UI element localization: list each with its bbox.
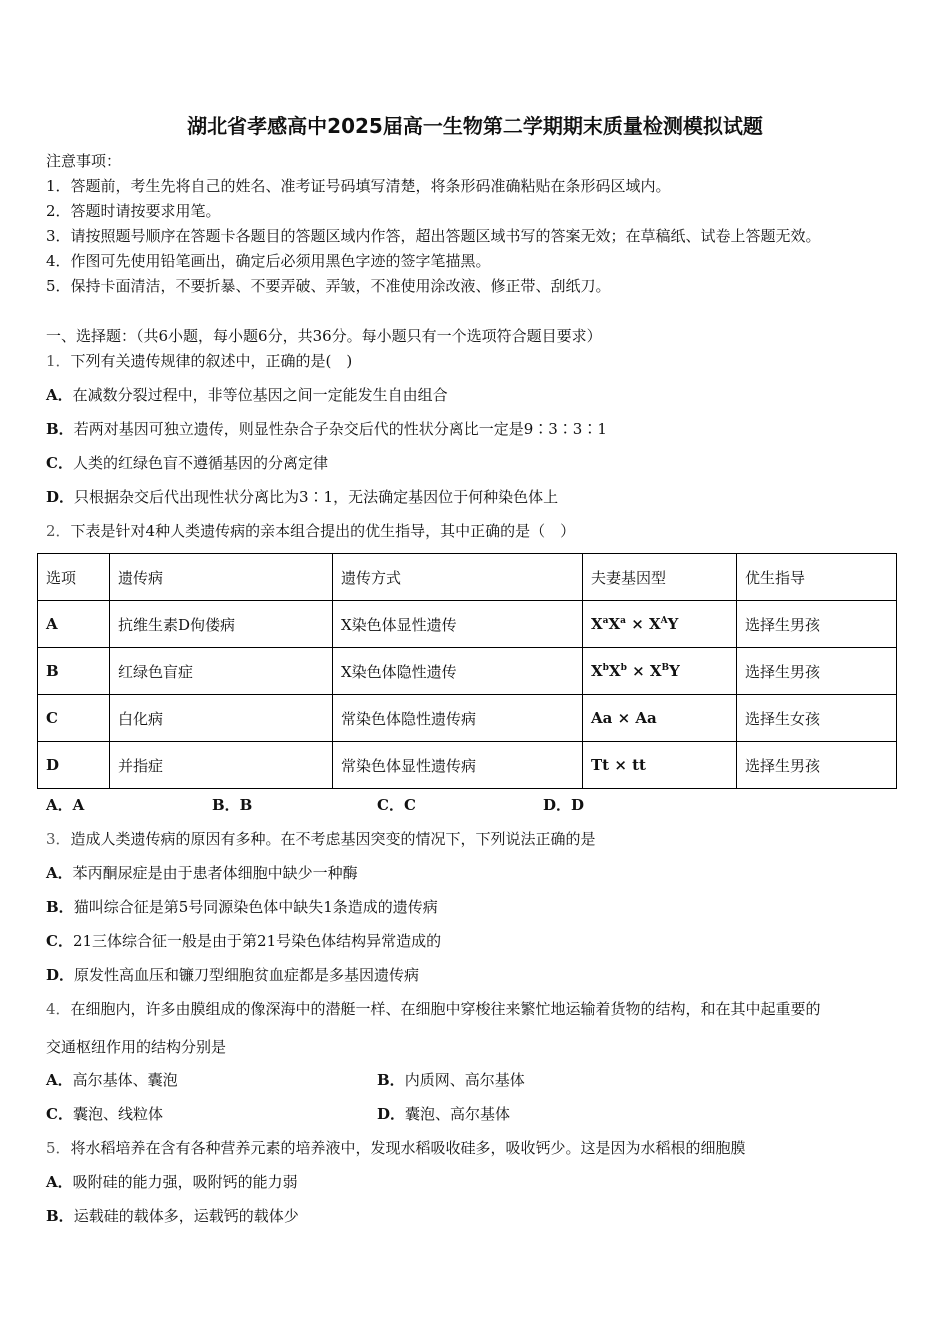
option-b — [46, 419, 607, 439]
question-stem: 造成人类遗传病的原因有多种。在不考虑基因突变的情况下，下列说法正确的是 — [70, 830, 596, 848]
option-label: B． — [377, 1071, 405, 1089]
table-cell-guide: 选择生男孩 — [737, 601, 897, 648]
answer-option-d: D．D — [543, 796, 585, 814]
option-text: 在减数分裂过程中，非等位基因之间一定能发生自由组合 — [72, 386, 448, 404]
table-cell-mode: X染色体显性遗传 — [333, 601, 583, 648]
option-label: B． — [46, 898, 74, 916]
option-label: A． — [46, 1173, 73, 1191]
option-label: B． — [46, 420, 74, 438]
option-text: 原发性高血压和镰刀型细胞贫血症都是多基因遗传病 — [74, 966, 420, 984]
table-row — [38, 742, 897, 789]
table-cell-disease: 白化病 — [110, 695, 333, 742]
question-number: 1． — [46, 352, 71, 370]
question-stem-continued: 交通枢纽作用的结构分别是 — [46, 1038, 227, 1056]
table-cell-genotype: Tt × tt — [583, 742, 737, 789]
option-a — [46, 863, 358, 883]
table-cell-mode: 常染色体隐性遗传病 — [333, 695, 583, 742]
question-stem: 下列有关遗传规律的叙述中，正确的是( ) — [70, 352, 353, 370]
table-cell-genotype: Aa × Aa — [583, 695, 737, 742]
page-title: 湖北省孝感高中2025届高一生物第二学期期末质量检测模拟试题 — [187, 114, 763, 138]
option-a — [46, 1172, 298, 1192]
option-label: D． — [377, 1105, 406, 1123]
table-cell-disease: 并指症 — [110, 742, 333, 789]
table-row — [38, 601, 897, 648]
option-label: A． — [46, 386, 73, 404]
option-b — [46, 897, 438, 917]
table-cell-genotype: $X^bX^b \times X^BY$ — [583, 648, 737, 695]
option-text: 21三体综合征一般是由于第21号染色体结构异常造成的 — [72, 932, 442, 950]
option-text: 运载硅的载体多，运载钙的载体少 — [73, 1207, 299, 1225]
table-header-row — [38, 554, 897, 601]
table-cell-guide: 选择生男孩 — [737, 648, 897, 695]
table-header: 优生指导 — [737, 554, 897, 601]
option-label: C． — [46, 932, 73, 950]
question-2 — [46, 521, 575, 541]
notice-item: 1．答题前，考生先将自己的姓名、准考证号码填写清楚，将条形码准确粘贴在条形码区域内。 — [46, 177, 671, 195]
notice-item: 4．作图可先使用铅笔画出，确定后必须用黑色字迹的签字笔描黑。 — [46, 252, 491, 270]
option-text: 苯丙酮尿症是由于患者体细胞中缺少一种酶 — [72, 864, 358, 882]
table-cell-option: A — [38, 601, 110, 648]
question-stem: 在细胞内，许多由膜组成的像深海中的潜艇一样、在细胞中穿梭往来繁忙地运输着货物的结构，和在其中起重要的 — [70, 1000, 821, 1018]
option-c — [46, 453, 328, 473]
option-text: 人类的红绿色盲不遵循基因的分离定律 — [72, 454, 328, 472]
answer-option-b: B．B — [212, 796, 253, 814]
table-cell-mode: 常染色体显性遗传病 — [333, 742, 583, 789]
question-number: 3． — [46, 830, 71, 848]
answer-option-a: A．A — [46, 796, 85, 814]
option-label: D． — [46, 966, 75, 984]
option-text: 若两对基因可独立遗传，则显性杂合子杂交后代的性状分离比一定是9∶3∶3∶1 — [73, 420, 607, 438]
option-text: 囊泡、线粒体 — [72, 1105, 163, 1123]
option-a — [46, 385, 448, 405]
table-cell-option: D — [38, 742, 110, 789]
table-cell-guide: 选择生男孩 — [737, 742, 897, 789]
table-row — [38, 648, 897, 695]
option-text: 囊泡、高尔基体 — [405, 1105, 511, 1123]
option-d — [377, 1104, 510, 1124]
table-header: 选项 — [38, 554, 110, 601]
option-c — [46, 1104, 163, 1124]
question-4 — [46, 999, 821, 1019]
section-heading: 一、选择题：（共6小题，每小题6分，共36分。每小题只有一个选项符合题目要求） — [46, 327, 602, 345]
answer-option-c: C．C — [377, 796, 416, 814]
table-header: 遗传病 — [110, 554, 333, 601]
table-cell-disease: 抗维生素D佝偻病 — [110, 601, 333, 648]
notice-heading: 注意事项： — [46, 152, 122, 170]
option-label: C． — [46, 1105, 73, 1123]
table-cell-guide: 选择生女孩 — [737, 695, 897, 742]
notice-item: 2．答题时请按要求用笔。 — [46, 202, 221, 220]
option-label: A． — [46, 864, 73, 882]
table-cell-option: B — [38, 648, 110, 695]
question-3 — [46, 829, 596, 849]
option-label: A． — [46, 1071, 73, 1089]
genetics-table — [37, 553, 897, 789]
question-stem: 将水稻培养在含有各种营养元素的培养液中，发现水稻吸收硅多，吸收钙少。这是因为水稻根的细胞膜 — [70, 1139, 746, 1157]
question-5 — [46, 1138, 746, 1158]
table-cell-disease: 红绿色盲症 — [110, 648, 333, 695]
option-text: 高尔基体、囊泡 — [72, 1071, 178, 1089]
option-label: B． — [46, 1207, 74, 1225]
table-cell-genotype: $X^aX^a \times X^AY$ — [583, 601, 737, 648]
option-d — [46, 965, 419, 985]
table-header: 遗传方式 — [333, 554, 583, 601]
option-label: C． — [46, 454, 73, 472]
notice-item: 5．保持卡面清洁，不要折暴、不要弄破、弄皱，不准使用涂改液、修正带、刮纸刀。 — [46, 277, 611, 295]
table-cell-mode: X染色体隐性遗传 — [333, 648, 583, 695]
option-label: D． — [46, 488, 75, 506]
question-number: 4． — [46, 1000, 71, 1018]
table-header: 夫妻基因型 — [583, 554, 737, 601]
question-1 — [46, 351, 352, 371]
question-number: 2． — [46, 522, 71, 540]
option-text: 只根据杂交后代出现性状分离比为3∶1，无法确定基因位于何种染色体上 — [74, 488, 559, 506]
option-b — [46, 1206, 299, 1226]
option-d — [46, 487, 558, 507]
option-text: 内质网、高尔基体 — [404, 1071, 525, 1089]
question-stem: 下表是针对4种人类遗传病的亲本组合提出的优生指导，其中正确的是（ ） — [70, 522, 576, 540]
option-a — [46, 1070, 178, 1090]
option-text: 吸附硅的能力强，吸附钙的能力弱 — [72, 1173, 298, 1191]
table-cell-option: C — [38, 695, 110, 742]
option-text: 猫叫综合征是第5号同源染色体中缺失1条造成的遗传病 — [73, 898, 438, 916]
option-b — [377, 1070, 525, 1090]
question-number: 5． — [46, 1139, 71, 1157]
table-row — [38, 695, 897, 742]
notice-item: 3．请按照题号顺序在答题卡各题目的答题区域内作答，超出答题区域书写的答案无效；在草稿纸、试卷上答题无效。 — [46, 227, 821, 245]
option-c — [46, 931, 441, 951]
